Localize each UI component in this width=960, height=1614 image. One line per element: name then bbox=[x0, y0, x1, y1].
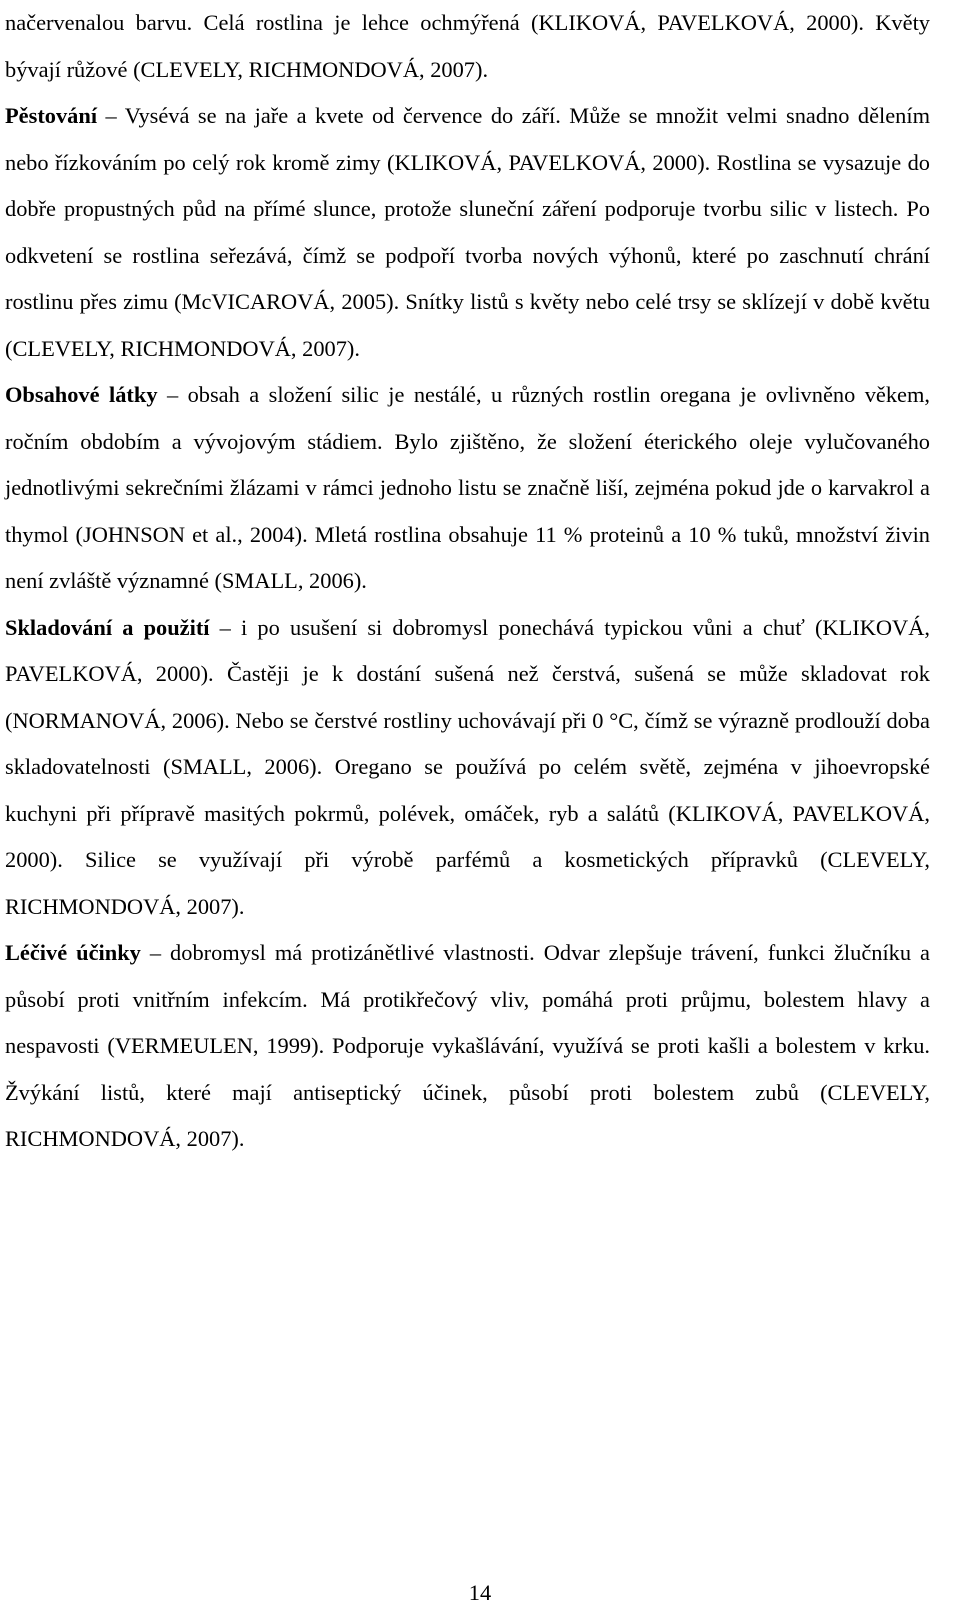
paragraph-storage-use bbox=[5, 605, 930, 931]
paragraph-intro bbox=[5, 0, 930, 93]
paragraph-heading: Skladování a použití bbox=[5, 614, 210, 640]
paragraph-text: – i po usušení si dobromysl ponechává typickou vůni a chuť (KLIKOVÁ, PAVELKOVÁ, 2000). Častěji je k dostání sušená než čerstvá, sušená se může skladovat rok (NORMANOVÁ, 2006). Nebo se čerstvé rostliny uchovávají při 0 °C, čímž se výrazně prodlouží doba skladovatelnosti (SMALL, 2006). Oregano se používá po celém světě, zejména v jihoevropské kuchyni při přípravě masitých pokrmů, polévek, omáček, ryb a salátů (KLIKOVÁ, PAVELKOVÁ, 2000). Silice se využívají při výrobě parfémů a kosmetických přípravků (CLEVELY, RICHMONDOVÁ, 2007). bbox=[5, 614, 930, 919]
document-page bbox=[5, 0, 930, 1163]
paragraph-heading: Obsahové látky bbox=[5, 382, 158, 407]
paragraph-text: načervenalou barvu. Celá rostlina je lehce ochmýřená (KLIKOVÁ, PAVELKOVÁ, 2000). Květy bývají růžové (CLEVELY, RICHMONDOVÁ, 2007). bbox=[5, 10, 930, 82]
paragraph-heading: Léčivé účinky bbox=[5, 940, 141, 965]
paragraph-heading: Pěstování bbox=[5, 103, 98, 128]
paragraph-cultivation bbox=[5, 93, 930, 372]
paragraph-text: – Vysévá se na jaře a kvete od července do září. Může se množit velmi snadno dělením nebo řízkováním po celý rok kromě zimy (KLIKOVÁ, PAVELKOVÁ, 2000). Rostlina se vysazuje do dobře propustných půd na přímé slunce, protože sluneční záření podporuje tvorbu silic v listech. Po odkvetení se rostlina seřezává, čímž se podpoří tvorba nových výhonů, které po zaschnutí chrání rostlinu přes zimu (McVICAROVÁ, 2005). Snítky listů s květy nebo celé trsy se sklízejí v době květu (CLEVELY, RICHMONDOVÁ, 2007). bbox=[5, 103, 930, 361]
paragraph-medicinal-effects bbox=[5, 930, 930, 1163]
page-number: 14 bbox=[468, 1580, 492, 1605]
paragraph-text: – dobromysl má protizánětlivé vlastnosti. Odvar zlepšuje trávení, funkci žlučníku a působí proti vnitřním infekcím. Má protikřečový vliv, pomáhá proti průjmu, bolestem hlavy a nespavosti (VERMEULEN, 1999). Podporuje vykašlávání, využívá se proti kašli a bolestem v krku. Žvýkání listů, které mají antiseptický účinek, působí proti bolestem zubů (CLEVELY, RICHMONDOVÁ, 2007). bbox=[5, 940, 930, 1151]
paragraph-text: – obsah a složení silic je nestálé, u různých rostlin oregana je ovlivněno věkem, ročním obdobím a vývojovým stádiem. Bylo zjištěno, že složení éterického oleje vylučovaného jednotlivými sekrečními žlázami v rámci jednoho listu se značně liší, zejména pokud jde o karvakrol a thymol (JOHNSON et al., 2004). Mletá rostlina obsahuje 11 % proteinů a 10 % tuků, množství živin není zvláště významné (SMALL, 2006). bbox=[5, 382, 930, 593]
paragraph-constituents bbox=[5, 372, 930, 605]
